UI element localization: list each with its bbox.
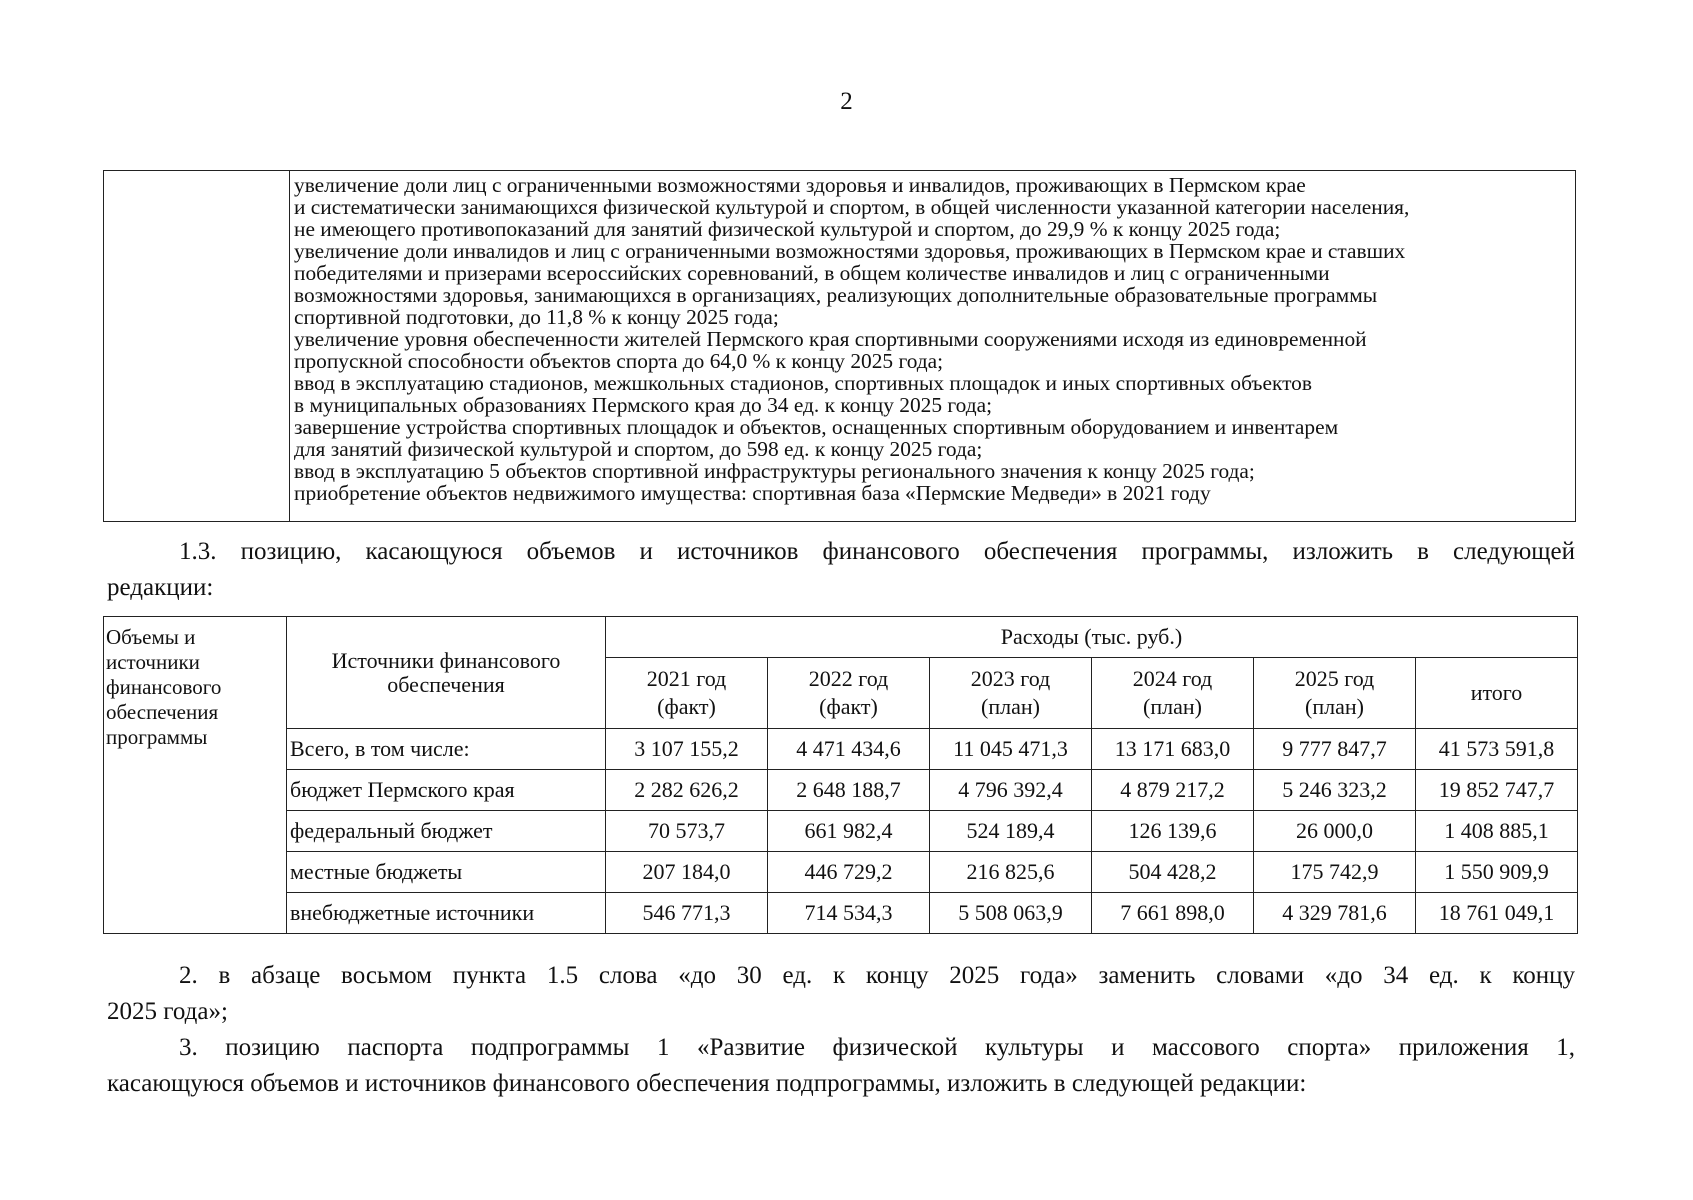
- table-cell: 4 796 392,4: [930, 770, 1092, 811]
- row-label: федеральный бюджет: [287, 811, 606, 852]
- expenses-header: Расходы (тыс. руб.): [606, 617, 1578, 658]
- goals-table: [103, 170, 1576, 522]
- goals-line: и систематически занимающихся физической культурой и спортом, в общей численности указанной категории населения,: [294, 195, 1410, 219]
- table-cell: 175 742,9: [1254, 852, 1416, 893]
- goals-line: ввод в эксплуатацию 5 объектов спортивной инфраструктуры регионального значения к концу 2025 года;: [294, 459, 1255, 483]
- table-cell: 661 982,4: [768, 811, 930, 852]
- table-cell: 11 045 471,3: [930, 729, 1092, 770]
- table-cell: 524 189,4: [930, 811, 1092, 852]
- table-cell: 13 171 683,0: [1092, 729, 1254, 770]
- goals-line: победителями и призерами всероссийских соревнований, в общем количестве инвалидов и лиц с ограниченными: [294, 261, 1330, 285]
- goals-line: увеличение доли инвалидов и лиц с ограниченными возможностями здоровья, проживающих в Пермском крае и ставших: [294, 239, 1406, 263]
- table-cell: 7 661 898,0: [1092, 893, 1254, 934]
- page-number: 2: [840, 88, 853, 115]
- table-cell: 207 184,0: [606, 852, 768, 893]
- total-header: итого: [1416, 658, 1578, 729]
- goals-line: пропускной способности объектов спорта до 64,0 % к концу 2025 года;: [294, 349, 944, 373]
- goals-line: возможностями здоровья, занимающихся в организациях, реализующих дополнительные образовательные программы: [294, 283, 1378, 307]
- table-cell: 9 777 847,7: [1254, 729, 1416, 770]
- row-label: внебюджетные источники: [287, 893, 606, 934]
- table-cell: 3 107 155,2: [606, 729, 768, 770]
- table-cell: 18 761 049,1: [1416, 893, 1578, 934]
- table-row: [104, 852, 1578, 893]
- table-cell: 216 825,6: [930, 852, 1092, 893]
- goals-line: увеличение доли лиц с ограниченными возможностями здоровья и инвалидов, проживающих в Пермском крае: [294, 173, 1306, 197]
- paragraph-line: касающуюся объемов и источников финансового обеспечения подпрограммы, изложить в следующей редакции:: [107, 1070, 1307, 1097]
- row-label: местные бюджеты: [287, 852, 606, 893]
- table-cell: 1 550 909,9: [1416, 852, 1578, 893]
- table-cell: 41 573 591,8: [1416, 729, 1578, 770]
- paragraph-line: 1.3. позицию, касающуюся объемов и источников финансового обеспечения программы, изложить в следующей: [179, 538, 1575, 565]
- table-cell: 19 852 747,7: [1416, 770, 1578, 811]
- goals-text: [294, 174, 1567, 504]
- paragraph-line: 2025 года»;: [107, 998, 228, 1025]
- table-row: [104, 811, 1578, 852]
- table-cell: 1 408 885,1: [1416, 811, 1578, 852]
- paragraph-2: [107, 958, 1575, 1030]
- table-cell: 504 428,2: [1092, 852, 1254, 893]
- table-cell: 446 729,2: [768, 852, 930, 893]
- paragraph-line: 3. позицию паспорта подпрограммы 1 «Развитие физической культуры и массового спорта» приложения 1,: [179, 1034, 1575, 1061]
- paragraph-line: редакции:: [107, 574, 214, 601]
- paragraph-line: 2. в абзаце восьмом пункта 1.5 слова «до 30 ед. к концу 2025 года» заменить словами «до 34 ед. к концу: [179, 962, 1575, 989]
- paragraph-3: [107, 1030, 1575, 1102]
- goals-line: завершение устройства спортивных площадок и объектов, оснащенных спортивным оборудованием и инвентарем: [294, 415, 1339, 439]
- table-cell: 5 246 323,2: [1254, 770, 1416, 811]
- table-cell: 5 508 063,9: [930, 893, 1092, 934]
- goals-line: ввод в эксплуатацию стадионов, межшкольных стадионов, спортивных площадок и иных спортивных объектов: [294, 371, 1312, 395]
- sources-header: Источники финансового обеспечения: [287, 617, 606, 729]
- table-row: [104, 893, 1578, 934]
- table-cell: 126 139,6: [1092, 811, 1254, 852]
- table-cell: 2 648 188,7: [768, 770, 930, 811]
- table-cell: 4 879 217,2: [1092, 770, 1254, 811]
- goals-line: приобретение объектов недвижимого имущества: спортивная база «Пермские Медведи» в 2021 году: [294, 481, 1211, 505]
- finance-table: [103, 616, 1578, 934]
- year-header: 2025 год (план): [1254, 658, 1416, 729]
- year-header: 2022 год (факт): [768, 658, 930, 729]
- goals-left-column: [104, 171, 290, 521]
- paragraph-1-3: [107, 534, 1575, 606]
- table-cell: 26 000,0: [1254, 811, 1416, 852]
- table-cell: 546 771,3: [606, 893, 768, 934]
- goals-line: спортивной подготовки, до 11,8 % к концу 2025 года;: [294, 305, 779, 329]
- goals-line: не имеющего противопоказаний для занятий физической культурой и спортом, до 29,9 % к концу 2025 года;: [294, 217, 1281, 241]
- table-cell: 70 573,7: [606, 811, 768, 852]
- table-row: [104, 729, 1578, 770]
- year-header: 2021 год (факт): [606, 658, 768, 729]
- objects-label: Объемы и источники финансового обеспечения программы: [104, 617, 287, 934]
- row-label: бюджет Пермского края: [287, 770, 606, 811]
- table-cell: 2 282 626,2: [606, 770, 768, 811]
- goals-line: увеличение уровня обеспеченности жителей Пермского края спортивными сооружениями исходя из единовременной: [294, 327, 1367, 351]
- table-cell: 4 471 434,6: [768, 729, 930, 770]
- goals-line: в муниципальных образованиях Пермского края до 34 ед. к концу 2025 года;: [294, 393, 993, 417]
- year-header: 2024 год (план): [1092, 658, 1254, 729]
- goals-line: для занятий физической культурой и спортом, до 598 ед. к концу 2025 года;: [294, 437, 983, 461]
- table-cell: 4 329 781,6: [1254, 893, 1416, 934]
- table-cell: 714 534,3: [768, 893, 930, 934]
- year-header: 2023 год (план): [930, 658, 1092, 729]
- table-row: [104, 770, 1578, 811]
- row-label: Всего, в том числе:: [287, 729, 606, 770]
